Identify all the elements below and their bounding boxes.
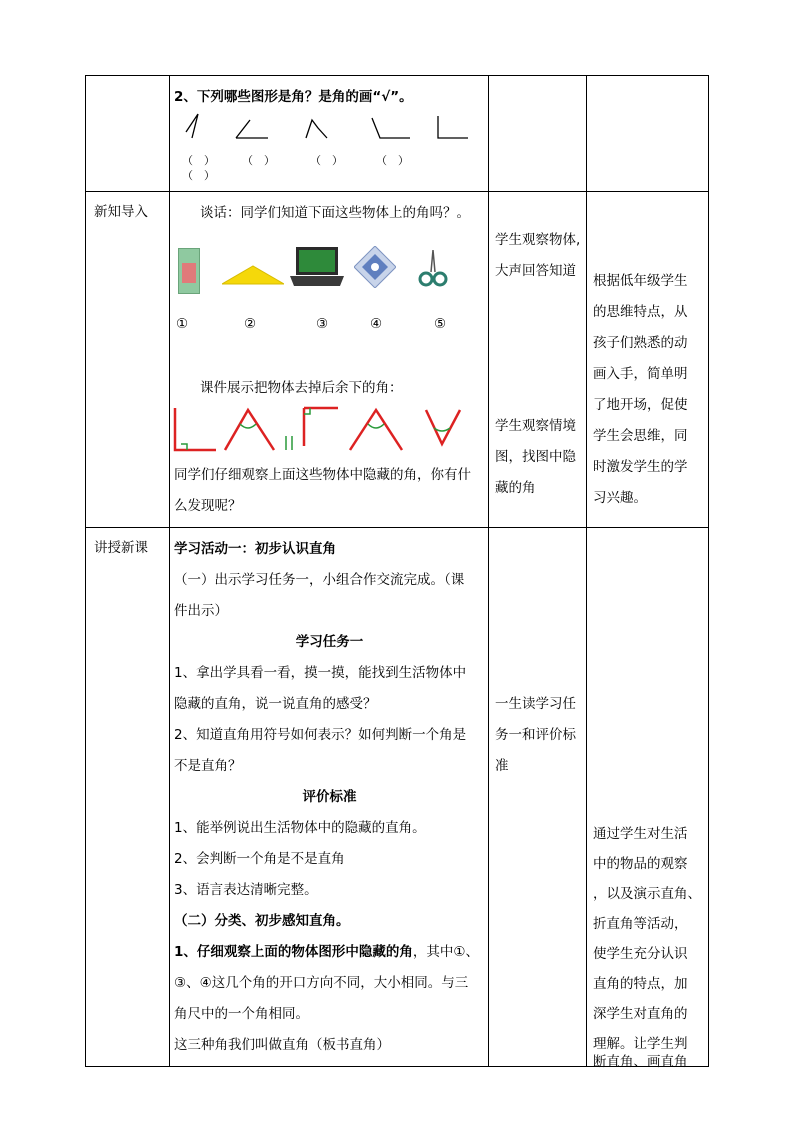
- design-line-2: 中的物品的观察: [593, 856, 688, 872]
- eval-item-3: 3、语言表达清晰完整。: [174, 882, 318, 898]
- conclusion-text: 这三种角我们叫做直角（板书直角）: [174, 1037, 390, 1053]
- object-number-1: ①: [176, 316, 189, 332]
- student-cell: [489, 528, 587, 1067]
- student-cell: [489, 76, 587, 192]
- design-cell: [587, 192, 709, 528]
- angle-4: [350, 410, 402, 450]
- scissors-image: [418, 250, 448, 288]
- object-number-2: ②: [244, 316, 257, 332]
- content-cell: [170, 192, 489, 528]
- angle-arc-4: [368, 424, 384, 428]
- observe-rest: ，其中①、: [412, 944, 480, 960]
- question-line-2: 么发现呢？: [174, 498, 242, 514]
- design-line-5: 使学生充分认识: [593, 946, 688, 962]
- blank-4: （ ）: [376, 154, 409, 167]
- design-line-8: 理解。让学生判: [593, 1036, 688, 1052]
- design-line-4: 折直角等活动，: [593, 916, 688, 932]
- student-activity-a-1: 学生观察物体,: [495, 232, 581, 248]
- laptop-image: [290, 246, 344, 288]
- design-line-1: 通过学生对生活: [593, 826, 688, 842]
- courseware-text: 课件展示把物体去掉后余下的角：: [200, 380, 403, 396]
- student-activity-b-1: 学生观察情境: [495, 418, 576, 434]
- content-cell: [170, 528, 489, 1067]
- angle-shapes-figure: [170, 110, 488, 150]
- step1-line-1: （一）出示学习任务一，小组合作交流完成。（课: [174, 572, 465, 588]
- blank-5: （ ）: [182, 169, 215, 182]
- design-line-9: 断直角、画直角: [593, 1054, 688, 1070]
- object-number-3: ③: [316, 316, 329, 332]
- blank-1: （ ）: [182, 154, 215, 167]
- design-line-6: 直角的特点，加: [593, 976, 688, 992]
- student-activity-3: 准: [495, 758, 509, 774]
- blank-3: （ ）: [310, 154, 343, 167]
- stage-cell: [86, 528, 170, 1067]
- design-line-7: 深学生对直角的: [593, 1006, 688, 1022]
- design-line-3: ，以及演示直角、: [593, 886, 701, 902]
- observe-bold: 1、仔细观察上面的物体图形中隐藏的角: [174, 944, 413, 960]
- table-row: [86, 192, 709, 528]
- handkerchief-image: [354, 246, 396, 288]
- angle-arc-2: [240, 424, 256, 428]
- shape-1-line: [186, 114, 198, 138]
- task-title: 学习任务一: [295, 634, 364, 650]
- task2-line-2: 不是直角？: [174, 758, 242, 774]
- task1-line-1: 1、拿出学具看一看，摸一摸，能找到生活物体中: [174, 665, 467, 681]
- stage-label: 讲授新课: [94, 540, 148, 556]
- shape-2-angle: [236, 120, 268, 138]
- design-line-4: 画入手，简单明: [593, 366, 688, 382]
- shape-5-right: [438, 116, 468, 138]
- step1-line-2: 件出示）: [174, 603, 228, 619]
- angle-2: [225, 410, 274, 450]
- content-cell: [170, 76, 489, 192]
- design-cell: [587, 528, 709, 1070]
- task2-line-1: 2、知道直角用符号如何表示？如何判断一个角是: [174, 727, 467, 743]
- stage-cell: [86, 76, 170, 192]
- student-activity-1: 一生读学习任: [495, 696, 576, 712]
- question-text: 2、下列哪些图形是角？是角的画“√”。: [174, 89, 413, 105]
- stage-label: 新知导入: [94, 204, 148, 220]
- lesson-plan-table: [85, 75, 709, 1070]
- table-row: [86, 76, 709, 192]
- student-cell: [489, 192, 587, 528]
- extra-lines: [286, 436, 292, 450]
- design-line-1: 根据低年级学生: [593, 273, 688, 289]
- shape-4-angle: [372, 118, 410, 138]
- table-row: [86, 528, 709, 1067]
- question-line-1: 同学们仔细观察上面这些物体中隐藏的角，你有什: [174, 467, 471, 483]
- object-number-4: ④: [370, 316, 383, 332]
- observe-line-1: [174, 940, 479, 960]
- design-line-3: 孩子们熟悉的动: [593, 335, 688, 351]
- design-line-6: 学生会思维，同: [593, 428, 688, 444]
- design-line-8: 习兴趣。: [593, 490, 647, 506]
- eval-title: 评价标准: [302, 789, 357, 805]
- eval-item-2: 2、会判断一个角是不是直角: [174, 851, 345, 867]
- student-activity-b-3: 藏的角: [495, 480, 536, 496]
- student-activity-a-2: 大声回答知道: [495, 263, 576, 279]
- book-image: [178, 248, 200, 294]
- observe-line-2: ③、④这几个角的开口方向不同，大小相同。与三: [174, 975, 469, 991]
- eval-item-1: 1、能举例说出生活物体中的隐藏的直角。: [174, 820, 426, 836]
- design-cell: [587, 76, 709, 192]
- hidden-angles-figure: [170, 406, 488, 456]
- student-activity-2: 务一和评价标: [495, 727, 576, 743]
- design-line-7: 时激发学生的学: [593, 459, 688, 475]
- angle-5: [426, 410, 460, 444]
- student-activity-b-2: 图，找图中隐: [495, 449, 576, 465]
- design-line-5: 了地开场，促使: [593, 397, 688, 413]
- triangle-ruler-image: [222, 264, 284, 286]
- object-number-5: ⑤: [434, 316, 447, 332]
- blank-2: （ ）: [242, 154, 275, 167]
- design-line-2: 的思维特点，从: [593, 304, 688, 320]
- observe-line-3: 角尺中的一个角相同。: [174, 1006, 309, 1022]
- step2-title: （二）分类、初步感知直角。: [174, 913, 350, 929]
- stage-cell: [86, 192, 170, 528]
- talk-text: 谈话：同学们知道下面这些物体上的角吗？。: [200, 205, 470, 221]
- shape-3-broken: [306, 120, 327, 138]
- task1-line-2: 隐藏的直角，说一说直角的感受？: [174, 696, 377, 712]
- activity-title: 学习活动一：初步认识直角: [174, 541, 336, 557]
